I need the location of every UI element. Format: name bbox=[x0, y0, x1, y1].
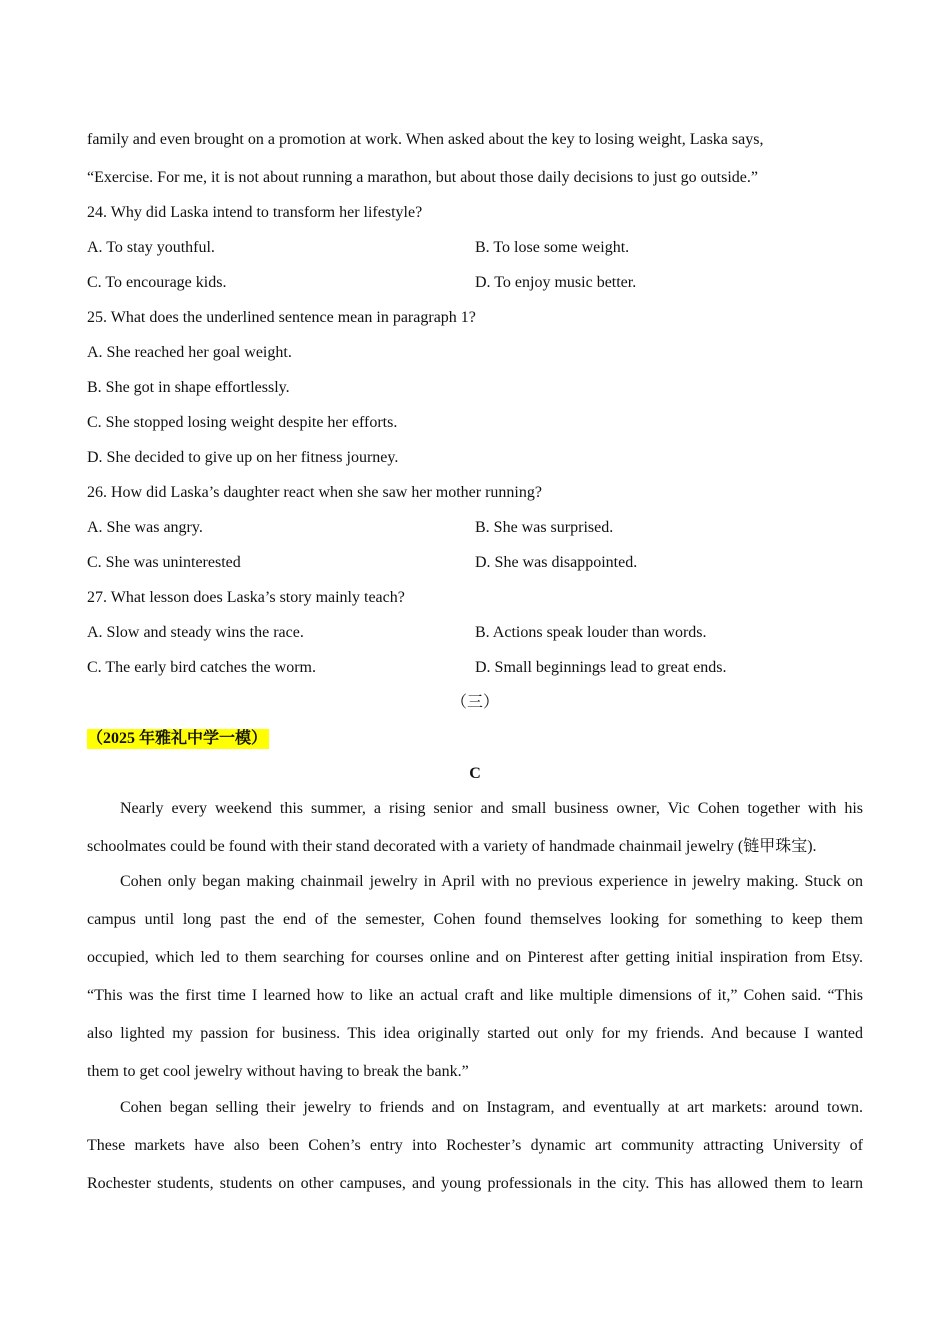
passage-line: These markets have also been Cohen’s entry into Rochester’s dynamic art community attracting University of bbox=[87, 1137, 863, 1154]
option: A. She reached her goal weight. bbox=[87, 344, 292, 361]
question-stem: 24. Why did Laska intend to transform her lifestyle? bbox=[87, 204, 423, 221]
option: B. Actions speak louder than words. bbox=[475, 624, 707, 641]
intro-line: family and even brought on a promotion at work. When asked about the key to losing weight, Laska says, bbox=[87, 131, 764, 148]
passage-line: Nearly every weekend this summer, a rising senior and small business owner, Vic Cohen together with his bbox=[120, 800, 863, 817]
source-label: （2025 年雅礼中学一模） bbox=[87, 730, 268, 747]
option: A. Slow and steady wins the race. bbox=[87, 624, 304, 641]
option: B. She was surprised. bbox=[475, 519, 614, 536]
option: C. She was uninterested bbox=[87, 554, 241, 571]
option: D. Small beginnings lead to great ends. bbox=[475, 659, 727, 676]
question-stem: 26. How did Laska’s daughter react when she saw her mother running? bbox=[87, 484, 542, 501]
option: C. The early bird catches the worm. bbox=[87, 659, 316, 676]
passage-line: them to get cool jewelry without having to break the bank.” bbox=[87, 1063, 469, 1080]
option: B. To lose some weight. bbox=[475, 239, 630, 256]
option: D. To enjoy music better. bbox=[475, 274, 637, 291]
passage-line: Rochester students, students on other campuses, and young professionals in the city. This has allowed them to learn bbox=[87, 1175, 863, 1192]
option: D. She decided to give up on her fitness journey. bbox=[87, 449, 399, 466]
intro-line: “Exercise. For me, it is not about running a marathon, but about those daily decisions to just go outside.” bbox=[87, 169, 758, 186]
option: B. She got in shape effortlessly. bbox=[87, 379, 290, 396]
question-stem: 25. What does the underlined sentence mean in paragraph 1? bbox=[87, 309, 476, 326]
passage-line: schoolmates could be found with their stand decorated with a variety of handmade chainmail jewelry (链甲珠宝). bbox=[87, 838, 817, 855]
option: A. To stay youthful. bbox=[87, 239, 215, 256]
passage-line: occupied, which led to them searching for courses online and on Pinterest after getting initial inspiration from Etsy. bbox=[87, 949, 863, 966]
passage-line: Cohen began selling their jewelry to friends and on Instagram, and eventually at art markets: around town. bbox=[120, 1099, 863, 1116]
passage-line: campus until long past the end of the semester, Cohen found themselves looking for something to keep them bbox=[87, 911, 863, 928]
passage-letter: C bbox=[469, 765, 481, 782]
section-number: （三） bbox=[450, 694, 499, 711]
option: A. She was angry. bbox=[87, 519, 203, 536]
passage-line: “This was the first time I learned how to like an actual craft and like multiple dimensions of it,” Cohen said. “This bbox=[87, 987, 863, 1004]
option: D. She was disappointed. bbox=[475, 554, 638, 571]
passage-line: also lighted my passion for business. This idea originally started out only for my friends. And because I wanted bbox=[87, 1025, 863, 1042]
question-stem: 27. What lesson does Laska’s story mainly teach? bbox=[87, 589, 405, 606]
option: C. To encourage kids. bbox=[87, 274, 227, 291]
option: C. She stopped losing weight despite her efforts. bbox=[87, 414, 398, 431]
passage-line: Cohen only began making chainmail jewelry in April with no previous experience in jewelry making. Stuck on bbox=[120, 873, 863, 890]
